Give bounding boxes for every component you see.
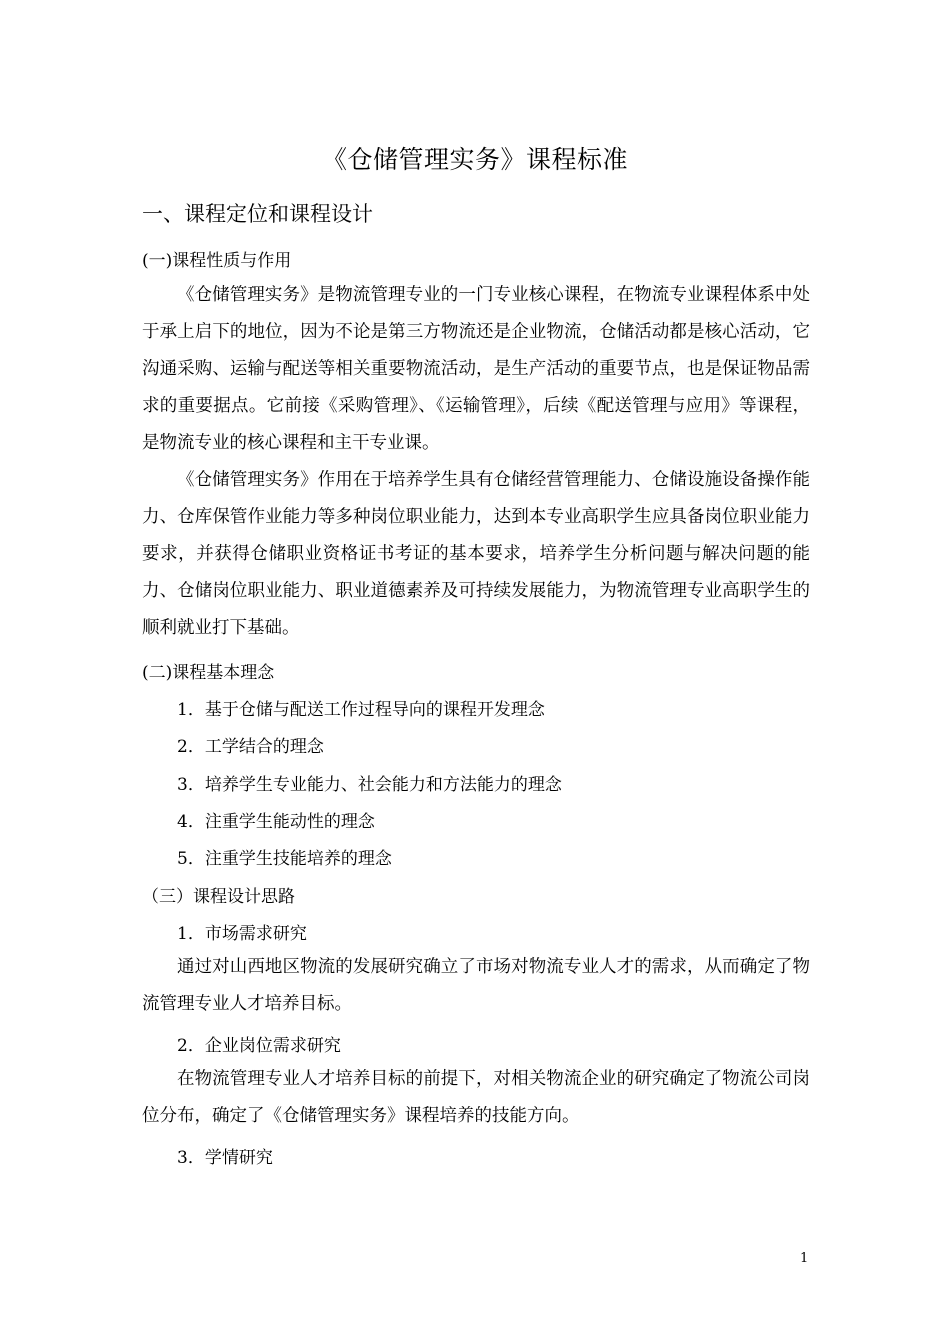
- list-item: 2．工学结合的理念: [177, 737, 324, 757]
- list-item: 3．培养学生专业能力、社会能力和方法能力的理念: [177, 775, 562, 795]
- paragraph: 通过对山西地区物流的发展研究确立了市场对物流专业人才的需求，从而确定了物流管理专业人才培养目标。: [142, 957, 810, 1014]
- list-item: 2．企业岗位需求研究: [177, 1036, 341, 1056]
- document-title: 《仓储管理实务》课程标准: [321, 145, 628, 174]
- list-item: 1．基于仓储与配送工作过程导向的课程开发理念: [177, 700, 545, 720]
- list-item: 3．学情研究: [177, 1148, 273, 1168]
- paragraph: 在物流管理专业人才培养目标的前提下，对相关物流企业的研究确定了物流公司岗位分布，确定了《仓储管理实务》课程培养的技能方向。: [142, 1069, 810, 1126]
- paragraph: 《仓储管理实务》作用在于培养学生具有仓储经营管理能力、仓储设施设备操作能力、仓库保管作业能力等多种岗位职业能力，达到本专业高职学生应具备岗位职业能力要求，并获得仓储职业资格证书考证的基本要求，培养学生分析问题与解决问题的能力、仓储岗位职业能力、职业道德素养及可持续发展能力，为物流管理专业高职学生的顺利就业打下基础。: [142, 470, 810, 638]
- subsection-heading: (二)课程基本理念: [142, 663, 275, 683]
- list-item: 5．注重学生技能培养的理念: [177, 849, 392, 869]
- list-item: 4．注重学生能动性的理念: [177, 812, 375, 832]
- subsection-heading: (一)课程性质与作用: [142, 251, 292, 271]
- list-item: 1．市场需求研究: [177, 924, 307, 944]
- subsection-heading: （三）课程设计思路: [142, 887, 295, 907]
- section-heading: 一、课程定位和课程设计: [142, 202, 373, 226]
- page-number: 1: [800, 1251, 809, 1266]
- paragraph: 《仓储管理实务》是物流管理专业的一门专业核心课程，在物流专业课程体系中处于承上启下的地位，因为不论是第三方物流还是企业物流，仓储活动都是核心活动，它沟通采购、运输与配送等相关重要物流活动，是生产活动的重要节点，也是保证物品需求的重要据点。它前接《采购管理》、《运输管理》，后续《配送管理与应用》等课程，是物流专业的核心课程和主干专业课。: [142, 285, 810, 453]
